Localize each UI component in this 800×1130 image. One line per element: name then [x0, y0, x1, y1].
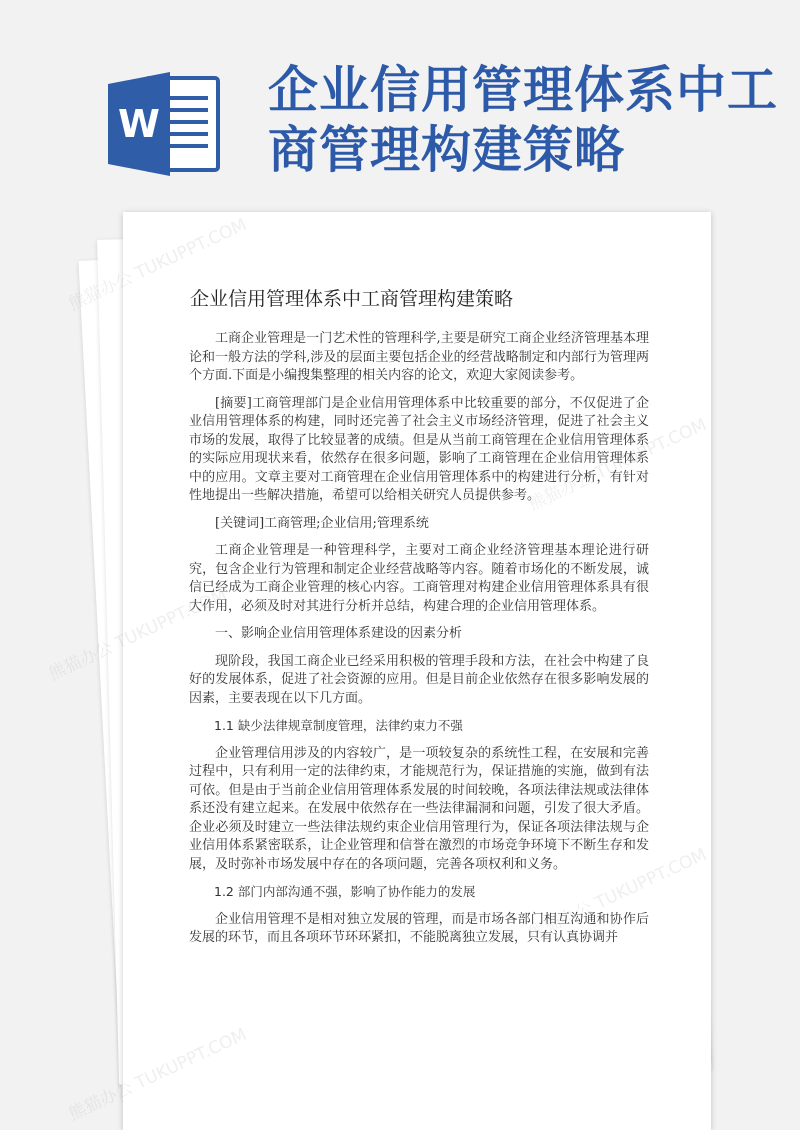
word-icon-letter: W: [118, 102, 160, 146]
banner-title: 企业信用管理体系中工商管理构建策略: [268, 61, 778, 179]
subsection-heading: 1.1 缺少法律规章制度管理，法律约束力不强: [214, 718, 463, 733]
document-body: [189, 330, 649, 957]
abstract-paragraph: [摘要]工商管理部门是企业信用管理体系中比较重要的部分，不仅促进了企业信用管理体系的构建，同时还完善了社会主义市场经济管理，促进了社会主义市场的发展，取得了比较显著的成绩。但是从当前工商管理在企业信用管理体系的实际应用现状来看，依然存在很多问题，影响了工商管理在企业信用管理体系中的应用。文章主要对工商管理在企业信用管理体系中的构建进行分析，有针对性地提出一些解决措施，希望可以给相关研究人员提供参考。: [189, 395, 649, 503]
intro-paragraph: 工商企业管理是一门艺术性的管理科学,主要是研究工商企业经济管理基本理论和一般方法的学科,涉及的层面主要包括企业的经营战略制定和内部行为管理两个方面.下面是小编搜集整理的相关内容的论文，欢迎大家阅读参考。: [189, 331, 649, 383]
body-paragraph: 工商企业管理是一种管理科学，主要对工商企业经济管理基本理论进行研究，包含企业行为管理和制定企业经营战略等内容。随着市场化的不断发展，诚信已经成为工商企业管理的核心内容。工商管理对构建企业信用管理体系具有很大作用，必须及时对其进行分析并总结，构建合理的企业信用管理体系。: [189, 543, 649, 614]
section-heading: 一、影响企业信用管理体系建设的因素分析: [215, 626, 463, 641]
keywords-line: [关键词]工商管理;企业信用;管理系统: [215, 515, 429, 531]
document-page: [123, 212, 711, 1130]
body-paragraph: 企业信用管理不是相对独立发展的管理，而是市场各部门相互沟通和协作后发展的环节，而且各项环节环环紧扣，不能脱离独立发展，只有认真协调并: [189, 911, 649, 945]
watermark: 熊猫办公: [65, 1077, 136, 1125]
subsection-heading: 1.2 部门内部沟通不强，影响了协作能力的发展: [214, 884, 476, 899]
word-document-icon: [108, 70, 224, 178]
body-paragraph: 企业管理信用涉及的内容较广，是一项较复杂的系统性工程，在安展和完善过程中，只有利用一定的法律约束，才能规范行为，保证措施的实施，做到有法可依。但是由于当前企业信用管理体系发展的时间较晚，各项法律法规或法律体系还没有建立起来。在发展中依然存在一些法律漏洞和问题，引发了很大矛盾。企业必须及时建立一些法律法规约束企业信用管理行为，保证各项法律法规与企业信用体系紧密联系，让企业管理和信誉在激烈的市场竞争环境下不断生存和发展，及时弥补市场发展中存在的各项问题，完善各项权利和义务。: [189, 745, 649, 872]
body-paragraph: 现阶段，我国工商企业已经采用积极的管理手段和方法，在社会中构建了良好的发展体系，促进了社会资源的应用。但是目前企业依然存在很多影响发展的因素，主要表现在以下几方面。: [189, 653, 649, 706]
watermark: 熊猫办公: [45, 637, 116, 685]
document-title: 企业信用管理体系中工商管理构建策略: [190, 288, 514, 310]
